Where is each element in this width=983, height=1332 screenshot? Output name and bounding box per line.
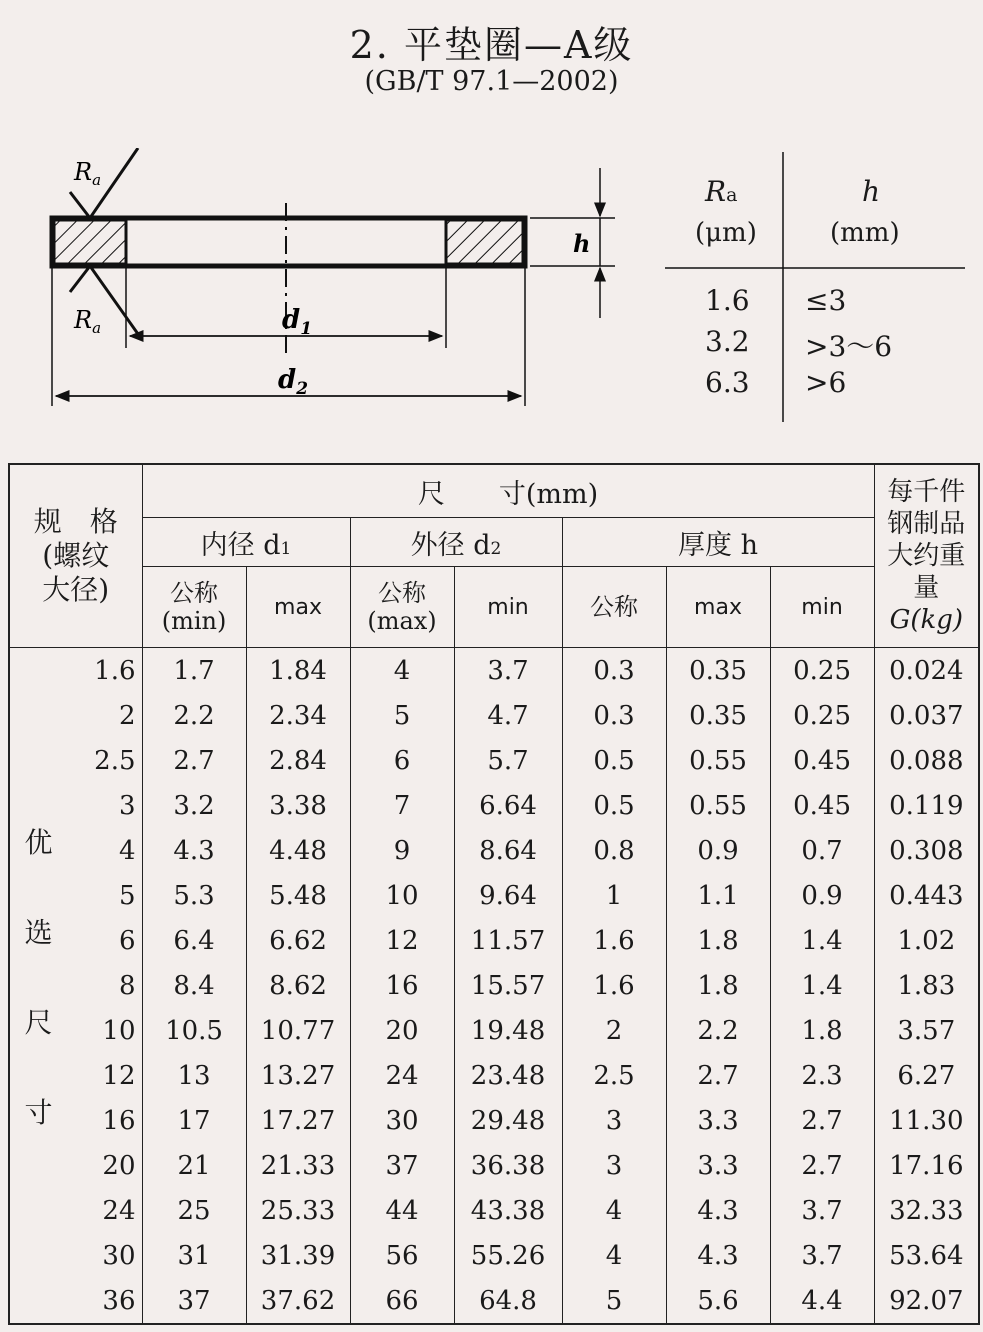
d2-nominal-cell: 24 [350, 1053, 454, 1098]
h-max-cell: 5.6 [666, 1278, 770, 1324]
h-min-cell: 2.7 [770, 1098, 874, 1143]
weight-cell: 53.64 [874, 1233, 979, 1278]
d1-max-cell: 1.84 [246, 648, 350, 694]
thickness-range: >3～6 [805, 330, 893, 363]
table-row [9, 1143, 979, 1188]
d2-nominal-cell: 56 [350, 1233, 454, 1278]
weight-cell: 11.30 [874, 1098, 979, 1143]
d1-nominal-cell: 2.2 [142, 693, 246, 738]
d2-nominal-cell: 12 [350, 918, 454, 963]
h-max-cell: 0.35 [666, 693, 770, 738]
thickness-header-h: h [862, 175, 881, 208]
d2-min-cell: 43.38 [454, 1188, 562, 1233]
roughness-header-ra: Ra [705, 175, 738, 208]
table-row [9, 1053, 979, 1098]
d1-nominal-cell: 6.4 [142, 918, 246, 963]
thread-size-cell: 30 [67, 1233, 142, 1278]
h-min-cell: 4.4 [770, 1278, 874, 1324]
svg-text:d2: $d_2$ [278, 365, 309, 399]
h-nominal-cell: 2.5 [562, 1053, 666, 1098]
d2-min-cell: 5.7 [454, 738, 562, 783]
h-nominal-cell: 1.6 [562, 963, 666, 1008]
weight-cell: 0.024 [874, 648, 979, 694]
weight-cell: 92.07 [874, 1278, 979, 1324]
d1-nominal-cell: 1.7 [142, 648, 246, 694]
thread-size-cell: 6 [67, 918, 142, 963]
svg-text:Ra: $R_a$ [74, 306, 102, 337]
h-min-cell: 1.4 [770, 918, 874, 963]
d1-nominal-cell: 17 [142, 1098, 246, 1143]
thread-size-cell: 16 [67, 1098, 142, 1143]
d1-max-cell: 8.62 [246, 963, 350, 1008]
table-row [9, 1233, 979, 1278]
h-nominal-cell: 2 [562, 1008, 666, 1053]
d2-nominal-cell: 7 [350, 783, 454, 828]
d1-nominal-cell: 25 [142, 1188, 246, 1233]
right-section-hatch [446, 220, 523, 264]
d1-nominal-cell: 8.4 [142, 963, 246, 1008]
h-min-cell: 0.25 [770, 693, 874, 738]
d1-max-cell: 4.48 [246, 828, 350, 873]
thickness-range: >6 [805, 366, 847, 399]
h-nominal-cell: 3 [562, 1098, 666, 1143]
d2-nominal-cell: 44 [350, 1188, 454, 1233]
weight-cell: 0.119 [874, 783, 979, 828]
d1-max-cell: 13.27 [246, 1053, 350, 1098]
table-row [9, 1278, 979, 1324]
svg-text:h: h [573, 229, 591, 258]
spec-header: 规 格 (螺纹 大径) [9, 464, 142, 648]
d1-max-header: max [246, 567, 350, 648]
h-nominal-cell: 4 [562, 1188, 666, 1233]
thread-size-cell: 20 [67, 1143, 142, 1188]
thread-size-cell: 2.5 [67, 738, 142, 783]
d1-max-cell: 5.48 [246, 873, 350, 918]
h-nominal-cell: 5 [562, 1278, 666, 1324]
table-row [9, 1188, 979, 1233]
thickness-header-unit: (mm) [830, 218, 900, 248]
d2-nominal-cell: 30 [350, 1098, 454, 1143]
d2-nominal-cell: 10 [350, 873, 454, 918]
h-nominal-cell: 4 [562, 1233, 666, 1278]
h-min-cell: 2.7 [770, 1143, 874, 1188]
thread-size-cell: 1.6 [67, 648, 142, 694]
h-max-header: max [666, 567, 770, 648]
left-section-hatch [54, 220, 126, 264]
d1-max-cell: 6.62 [246, 918, 350, 963]
h-nominal-cell: 0.5 [562, 783, 666, 828]
weight-header: 每千件 钢制品 大约重量 G(kg) [874, 464, 979, 648]
d1-nominal-cell: 13 [142, 1053, 246, 1098]
washer-section-diagram [30, 148, 630, 433]
h-max-cell: 0.55 [666, 783, 770, 828]
h-max-cell: 1.1 [666, 873, 770, 918]
table-row [9, 738, 979, 783]
d2-nominal-header: 公称 (max) [350, 567, 454, 648]
thread-size-cell: 10 [67, 1008, 142, 1053]
dimensions-group-header: 尺 寸(mm) [142, 464, 874, 518]
roughness-value: 3.2 [705, 325, 750, 358]
d2-min-cell: 19.48 [454, 1008, 562, 1053]
table-row [9, 783, 979, 828]
weight-cell: 1.02 [874, 918, 979, 963]
d2-min-cell: 29.48 [454, 1098, 562, 1143]
table-row [9, 918, 979, 963]
d1-max-cell: 25.33 [246, 1188, 350, 1233]
d1-nominal-cell: 21 [142, 1143, 246, 1188]
d2-nominal-cell: 66 [350, 1278, 454, 1324]
outer-diameter-header: 外径 d2 [350, 518, 562, 567]
d2-nominal-cell: 20 [350, 1008, 454, 1053]
h-nominal-cell: 3 [562, 1143, 666, 1188]
h-min-cell: 0.45 [770, 783, 874, 828]
inner-diameter-header: 内径 d1 [142, 518, 350, 567]
d1-nominal-cell: 3.2 [142, 783, 246, 828]
d1-nominal-cell: 2.7 [142, 738, 246, 783]
h-max-cell: 0.35 [666, 648, 770, 694]
table-row [9, 963, 979, 1008]
svg-text:Ra: $R_a$ [74, 158, 102, 189]
d1-max-cell: 31.39 [246, 1233, 350, 1278]
page-title: 2. 平垫圈—A级 [349, 23, 634, 67]
d2-min-cell: 3.7 [454, 648, 562, 694]
d1-max-cell: 17.27 [246, 1098, 350, 1143]
h-nominal-cell: 1 [562, 873, 666, 918]
d2-min-cell: 36.38 [454, 1143, 562, 1188]
d1-max-cell: 37.62 [246, 1278, 350, 1324]
thickness-header: 厚度 h [562, 518, 874, 567]
thread-size-cell: 2 [67, 693, 142, 738]
thread-size-cell: 24 [67, 1188, 142, 1233]
washer-spec-table [8, 463, 980, 1325]
d1-nominal-cell: 10.5 [142, 1008, 246, 1053]
d2-min-cell: 6.64 [454, 783, 562, 828]
d2-nominal-cell: 5 [350, 693, 454, 738]
table-row [9, 693, 979, 738]
h-nominal-cell: 0.3 [562, 693, 666, 738]
weight-cell: 3.57 [874, 1008, 979, 1053]
h-max-cell: 1.8 [666, 918, 770, 963]
thread-size-cell: 4 [67, 828, 142, 873]
roughness-value: 1.6 [705, 284, 750, 317]
d2-nominal-cell: 6 [350, 738, 454, 783]
d1-max-cell: 2.34 [246, 693, 350, 738]
h-max-cell: 3.3 [666, 1143, 770, 1188]
thread-size-cell: 8 [67, 963, 142, 1008]
h-min-cell: 1.4 [770, 963, 874, 1008]
h-max-cell: 3.3 [666, 1098, 770, 1143]
table-row [9, 873, 979, 918]
d2-min-header: min [454, 567, 562, 648]
d1-max-cell: 3.38 [246, 783, 350, 828]
d1-nominal-cell: 5.3 [142, 873, 246, 918]
d2-min-cell: 4.7 [454, 693, 562, 738]
d1-nominal-cell: 4.3 [142, 828, 246, 873]
thickness-range: ≤3 [805, 284, 847, 317]
h-nominal-header: 公称 [562, 567, 666, 648]
weight-cell: 0.443 [874, 873, 979, 918]
d1-max-cell: 10.77 [246, 1008, 350, 1053]
h-min-cell: 0.7 [770, 828, 874, 873]
d1-nominal-cell: 37 [142, 1278, 246, 1324]
thread-size-cell: 36 [67, 1278, 142, 1324]
h-max-cell: 4.3 [666, 1233, 770, 1278]
h-min-cell: 0.45 [770, 738, 874, 783]
table-row [9, 1098, 979, 1143]
h-min-cell: 2.3 [770, 1053, 874, 1098]
d2-nominal-cell: 9 [350, 828, 454, 873]
thread-size-cell: 5 [67, 873, 142, 918]
h-min-header: min [770, 567, 874, 648]
d1-max-cell: 2.84 [246, 738, 350, 783]
roughness-value: 6.3 [705, 366, 750, 399]
h-min-cell: 0.9 [770, 873, 874, 918]
d2-nominal-cell: 4 [350, 648, 454, 694]
d2-min-cell: 64.8 [454, 1278, 562, 1324]
h-max-cell: 0.55 [666, 738, 770, 783]
weight-cell: 0.308 [874, 828, 979, 873]
standard-number: (GB/T 97.1—2002) [364, 66, 619, 97]
weight-cell: 17.16 [874, 1143, 979, 1188]
weight-cell: 0.037 [874, 693, 979, 738]
weight-cell: 32.33 [874, 1188, 979, 1233]
thread-size-cell: 12 [67, 1053, 142, 1098]
table-row [9, 1008, 979, 1053]
h-max-cell: 1.8 [666, 963, 770, 1008]
roughness-header-unit: (μm) [695, 218, 757, 248]
preferred-size-label: 优 选 尺 寸 [9, 648, 67, 1325]
h-min-cell: 3.7 [770, 1233, 874, 1278]
h-max-cell: 4.3 [666, 1188, 770, 1233]
weight-cell: 0.088 [874, 738, 979, 783]
weight-cell: 1.83 [874, 963, 979, 1008]
h-nominal-cell: 0.3 [562, 648, 666, 694]
d1-max-cell: 21.33 [246, 1143, 350, 1188]
d2-nominal-cell: 16 [350, 963, 454, 1008]
d2-min-cell: 9.64 [454, 873, 562, 918]
h-nominal-cell: 1.6 [562, 918, 666, 963]
h-min-cell: 3.7 [770, 1188, 874, 1233]
h-max-cell: 2.2 [666, 1008, 770, 1053]
h-nominal-cell: 0.8 [562, 828, 666, 873]
table-row [9, 648, 979, 694]
h-min-cell: 0.25 [770, 648, 874, 694]
d2-min-cell: 15.57 [454, 963, 562, 1008]
d2-min-cell: 11.57 [454, 918, 562, 963]
d2-min-cell: 23.48 [454, 1053, 562, 1098]
h-min-cell: 1.8 [770, 1008, 874, 1053]
d2-nominal-cell: 37 [350, 1143, 454, 1188]
svg-text:d1: $d_1$ [282, 305, 313, 339]
d1-nominal-header: 公称 (min) [142, 567, 246, 648]
thread-size-cell: 3 [67, 783, 142, 828]
weight-cell: 6.27 [874, 1053, 979, 1098]
h-max-cell: 0.9 [666, 828, 770, 873]
h-nominal-cell: 0.5 [562, 738, 666, 783]
d1-nominal-cell: 31 [142, 1233, 246, 1278]
d2-min-cell: 55.26 [454, 1233, 562, 1278]
table-row [9, 828, 979, 873]
d2-min-cell: 8.64 [454, 828, 562, 873]
h-max-cell: 2.7 [666, 1053, 770, 1098]
